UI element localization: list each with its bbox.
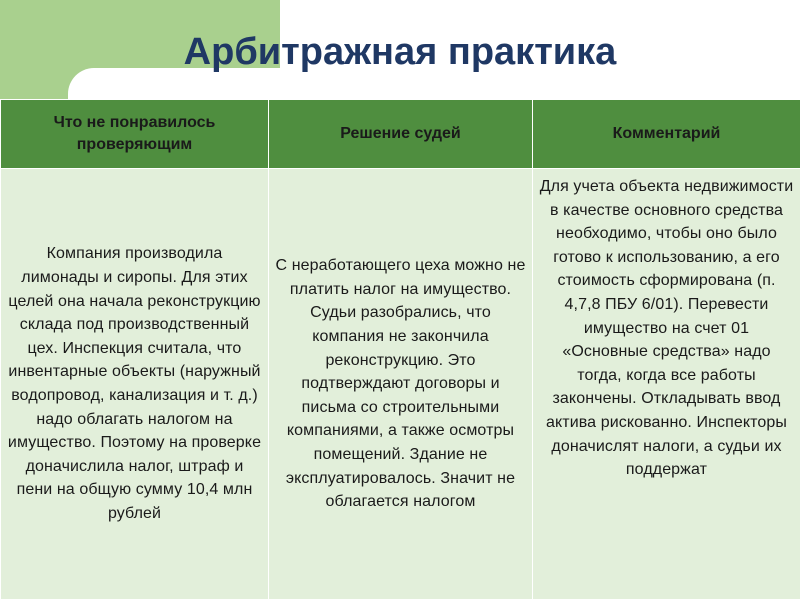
header-comment: Комментарий	[533, 100, 800, 169]
cell-complaint: Компания производила лимонады и сиропы. Для этих целей она начала реконструкцию склада под производственный цех. Инспекция считала, что инвентарные объекты (наружный водопровод, канализация и т. д.) надо облагать налогом на имущество. Поэтому на проверке доначислила налог, штраф и пени на общую сумму 10,4 млн рублей	[1, 169, 269, 600]
header-court-decision: Решение судей	[269, 100, 533, 169]
table-header-row	[1, 100, 800, 169]
header-complaint: Что не понравилось проверяющим	[1, 100, 269, 169]
comparison-table-container	[0, 99, 800, 600]
cell-comment: Для учета объекта недвижимости в качестве основного средства необходимо, чтобы оно было готово к использованию, а его стоимость сформирована (п. 4,7,8 ПБУ 6/01). Перевести имущество на счет 01 «Основные средства» надо тогда, когда все работы закончены. Откладывать ввод актива рискованно. Инспекторы доначислят налоги, а судьи их поддержат	[533, 169, 800, 600]
cell-court-decision: С неработающего цеха можно не платить налог на имущество. Судьи разобрались, что компания не закончила реконструкцию. Это подтверждают договоры и письма со строительными компаниями, а также осмотры помещений. Здание не эксплуатировалось. Значит не облагается налогом	[269, 169, 533, 600]
comparison-table	[0, 99, 800, 600]
table-row	[1, 169, 800, 600]
slide-title: Арбитражная практика	[183, 31, 617, 73]
